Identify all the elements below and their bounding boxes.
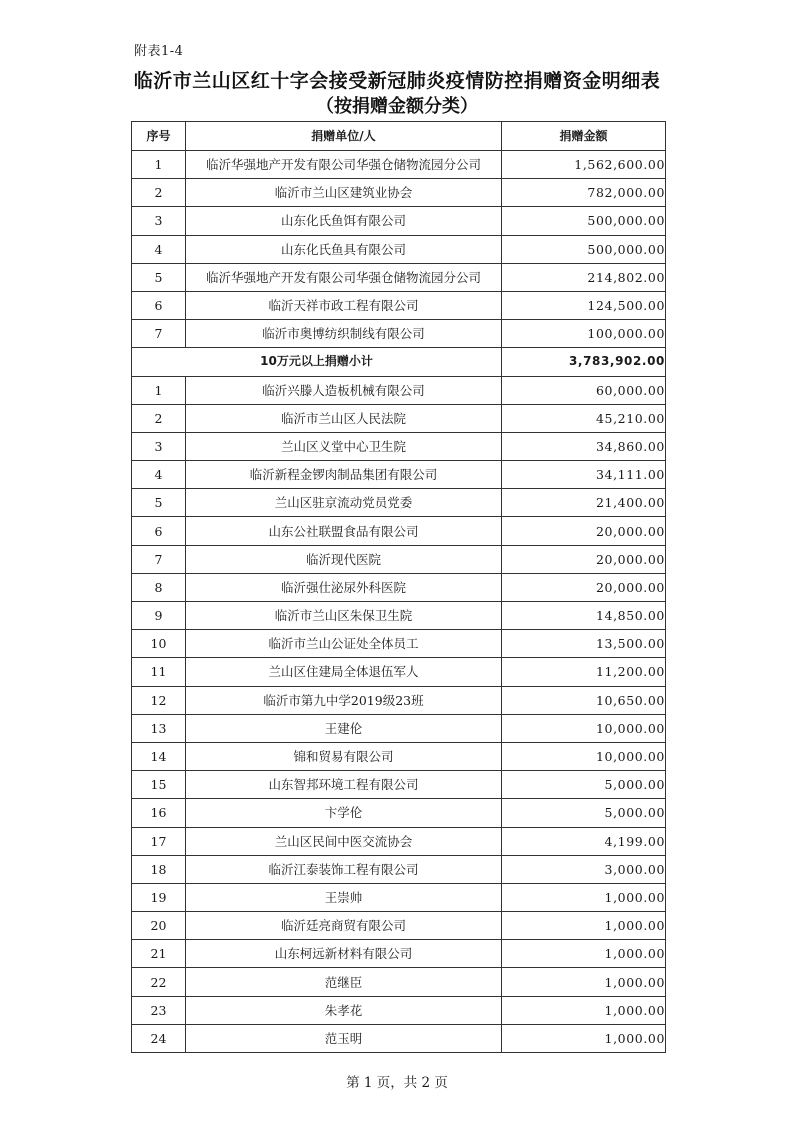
table-row xyxy=(132,376,666,404)
table-row xyxy=(132,573,666,601)
row-number: 4 xyxy=(132,461,186,489)
donor-name: 临沂现代医院 xyxy=(186,545,502,573)
table-row xyxy=(132,489,666,517)
donor-name: 临沂市兰山区朱保卫生院 xyxy=(186,602,502,630)
table-row xyxy=(132,883,666,911)
row-number: 12 xyxy=(132,686,186,714)
table-row xyxy=(132,207,666,235)
table-subtotal-section xyxy=(132,348,666,376)
table-row xyxy=(132,940,666,968)
header-donor: 捐赠单位/人 xyxy=(186,122,502,151)
donor-name: 范玉明 xyxy=(186,1024,502,1052)
table-row xyxy=(132,799,666,827)
donation-amount: 34,860.00 xyxy=(502,432,666,460)
donation-amount: 1,000.00 xyxy=(502,940,666,968)
row-number: 8 xyxy=(132,573,186,601)
row-number: 3 xyxy=(132,207,186,235)
row-number: 19 xyxy=(132,883,186,911)
donor-name: 临沂天祥市政工程有限公司 xyxy=(186,291,502,319)
table-row xyxy=(132,263,666,291)
donor-name: 兰山区民间中医交流协会 xyxy=(186,827,502,855)
subtotal-row xyxy=(132,348,666,376)
donor-name: 临沂兴滕人造板机械有限公司 xyxy=(186,376,502,404)
donation-amount: 1,000.00 xyxy=(502,968,666,996)
row-number: 10 xyxy=(132,630,186,658)
donation-amount: 10,650.00 xyxy=(502,686,666,714)
row-number: 6 xyxy=(132,291,186,319)
table-row xyxy=(132,630,666,658)
donation-amount: 500,000.00 xyxy=(502,235,666,263)
table-row xyxy=(132,179,666,207)
donation-amount: 214,802.00 xyxy=(502,263,666,291)
donor-name: 临沂华强地产开发有限公司华强仓储物流园分公司 xyxy=(186,151,502,179)
donation-amount: 10,000.00 xyxy=(502,742,666,770)
table-row xyxy=(132,432,666,460)
table-row xyxy=(132,517,666,545)
donation-amount: 45,210.00 xyxy=(502,404,666,432)
row-number: 7 xyxy=(132,545,186,573)
header-no: 序号 xyxy=(132,122,186,151)
donation-amount: 1,000.00 xyxy=(502,996,666,1024)
donor-name: 临沂强仕泌尿外科医院 xyxy=(186,573,502,601)
row-number: 16 xyxy=(132,799,186,827)
table-row xyxy=(132,404,666,432)
donation-amount: 13,500.00 xyxy=(502,630,666,658)
donation-amount: 21,400.00 xyxy=(502,489,666,517)
donor-name: 兰山区驻京流动党员党委 xyxy=(186,489,502,517)
row-number: 20 xyxy=(132,912,186,940)
row-number: 6 xyxy=(132,517,186,545)
row-number: 18 xyxy=(132,855,186,883)
table-group-under-100k xyxy=(132,376,666,1053)
table-row xyxy=(132,235,666,263)
subtotal-amount: 3,783,902.00 xyxy=(502,348,666,376)
table-row xyxy=(132,686,666,714)
donor-name: 临沂新程金锣肉制品集团有限公司 xyxy=(186,461,502,489)
donor-name: 兰山区住建局全体退伍军人 xyxy=(186,658,502,686)
row-number: 5 xyxy=(132,489,186,517)
document-title: 临沂市兰山区红十字会接受新冠肺炎疫情防控捐赠资金明细表 xyxy=(133,70,661,92)
row-number: 11 xyxy=(132,658,186,686)
donor-name: 临沂华强地产开发有限公司华强仓储物流园分公司 xyxy=(186,263,502,291)
row-number: 5 xyxy=(132,263,186,291)
row-number: 3 xyxy=(132,432,186,460)
row-number: 1 xyxy=(132,151,186,179)
donor-name: 锦和贸易有限公司 xyxy=(186,742,502,770)
donation-amount: 34,111.00 xyxy=(502,461,666,489)
donation-amount: 5,000.00 xyxy=(502,799,666,827)
table-row xyxy=(132,996,666,1024)
row-number: 13 xyxy=(132,714,186,742)
donor-name: 朱孝花 xyxy=(186,996,502,1024)
row-number: 15 xyxy=(132,771,186,799)
donor-name: 临沂廷亮商贸有限公司 xyxy=(186,912,502,940)
donation-amount: 3,000.00 xyxy=(502,855,666,883)
donor-name: 临沂江泰装饰工程有限公司 xyxy=(186,855,502,883)
donation-amount: 100,000.00 xyxy=(502,320,666,348)
donor-name: 山东化氏鱼饵有限公司 xyxy=(186,207,502,235)
table-row xyxy=(132,461,666,489)
donation-amount: 10,000.00 xyxy=(502,714,666,742)
row-number: 2 xyxy=(132,179,186,207)
donation-amount: 1,000.00 xyxy=(502,1024,666,1052)
table-row xyxy=(132,912,666,940)
donor-name: 临沂市兰山区人民法院 xyxy=(186,404,502,432)
donation-amount: 124,500.00 xyxy=(502,291,666,319)
row-number: 7 xyxy=(132,320,186,348)
document-subtitle: （按捐赠金额分类） xyxy=(316,96,478,117)
row-number: 17 xyxy=(132,827,186,855)
row-number: 4 xyxy=(132,235,186,263)
table-row xyxy=(132,827,666,855)
row-number: 23 xyxy=(132,996,186,1024)
donor-name: 山东柯远新材料有限公司 xyxy=(186,940,502,968)
row-number: 21 xyxy=(132,940,186,968)
table-row xyxy=(132,714,666,742)
donor-name: 范继臣 xyxy=(186,968,502,996)
donation-amount: 20,000.00 xyxy=(502,573,666,601)
donation-amount: 1,000.00 xyxy=(502,912,666,940)
donor-name: 山东公社联盟食品有限公司 xyxy=(186,517,502,545)
donation-amount: 5,000.00 xyxy=(502,771,666,799)
table-group-over-100k xyxy=(132,151,666,348)
donor-name: 临沂市兰山区建筑业协会 xyxy=(186,179,502,207)
table-row xyxy=(132,151,666,179)
header-amount: 捐赠金额 xyxy=(502,122,666,151)
row-number: 9 xyxy=(132,602,186,630)
donor-name: 山东化氏鱼具有限公司 xyxy=(186,235,502,263)
donor-name: 王崇帅 xyxy=(186,883,502,911)
donation-amount: 1,562,600.00 xyxy=(502,151,666,179)
row-number: 24 xyxy=(132,1024,186,1052)
donation-amount: 1,000.00 xyxy=(502,883,666,911)
table-row xyxy=(132,855,666,883)
donor-name: 卞学伦 xyxy=(186,799,502,827)
donation-amount: 4,199.00 xyxy=(502,827,666,855)
table-row xyxy=(132,1024,666,1052)
subtotal-label: 10万元以上捐赠小计 xyxy=(132,348,502,376)
table-row xyxy=(132,968,666,996)
page-footer: 第 1 页，共 2 页 xyxy=(346,1075,448,1091)
donation-amount: 20,000.00 xyxy=(502,517,666,545)
donation-amount: 20,000.00 xyxy=(502,545,666,573)
table-header-row xyxy=(132,122,666,151)
donor-name: 兰山区义堂中心卫生院 xyxy=(186,432,502,460)
table-row xyxy=(132,545,666,573)
table-row xyxy=(132,742,666,770)
table-row xyxy=(132,291,666,319)
table-row xyxy=(132,602,666,630)
table-row xyxy=(132,771,666,799)
donor-name: 山东智邦环境工程有限公司 xyxy=(186,771,502,799)
row-number: 14 xyxy=(132,742,186,770)
table-row xyxy=(132,658,666,686)
donation-amount: 11,200.00 xyxy=(502,658,666,686)
table-row xyxy=(132,320,666,348)
donor-name: 临沂市第九中学2019级23班 xyxy=(186,686,502,714)
row-number: 1 xyxy=(132,376,186,404)
donor-name: 王建伦 xyxy=(186,714,502,742)
row-number: 22 xyxy=(132,968,186,996)
row-number: 2 xyxy=(132,404,186,432)
donor-name: 临沂市奥博纺织制线有限公司 xyxy=(186,320,502,348)
donation-table xyxy=(131,121,666,1053)
annex-label: 附表1-4 xyxy=(134,44,184,59)
donation-amount: 60,000.00 xyxy=(502,376,666,404)
donor-name: 临沂市兰山公证处全体员工 xyxy=(186,630,502,658)
donation-amount: 14,850.00 xyxy=(502,602,666,630)
donation-amount: 500,000.00 xyxy=(502,207,666,235)
donation-amount: 782,000.00 xyxy=(502,179,666,207)
